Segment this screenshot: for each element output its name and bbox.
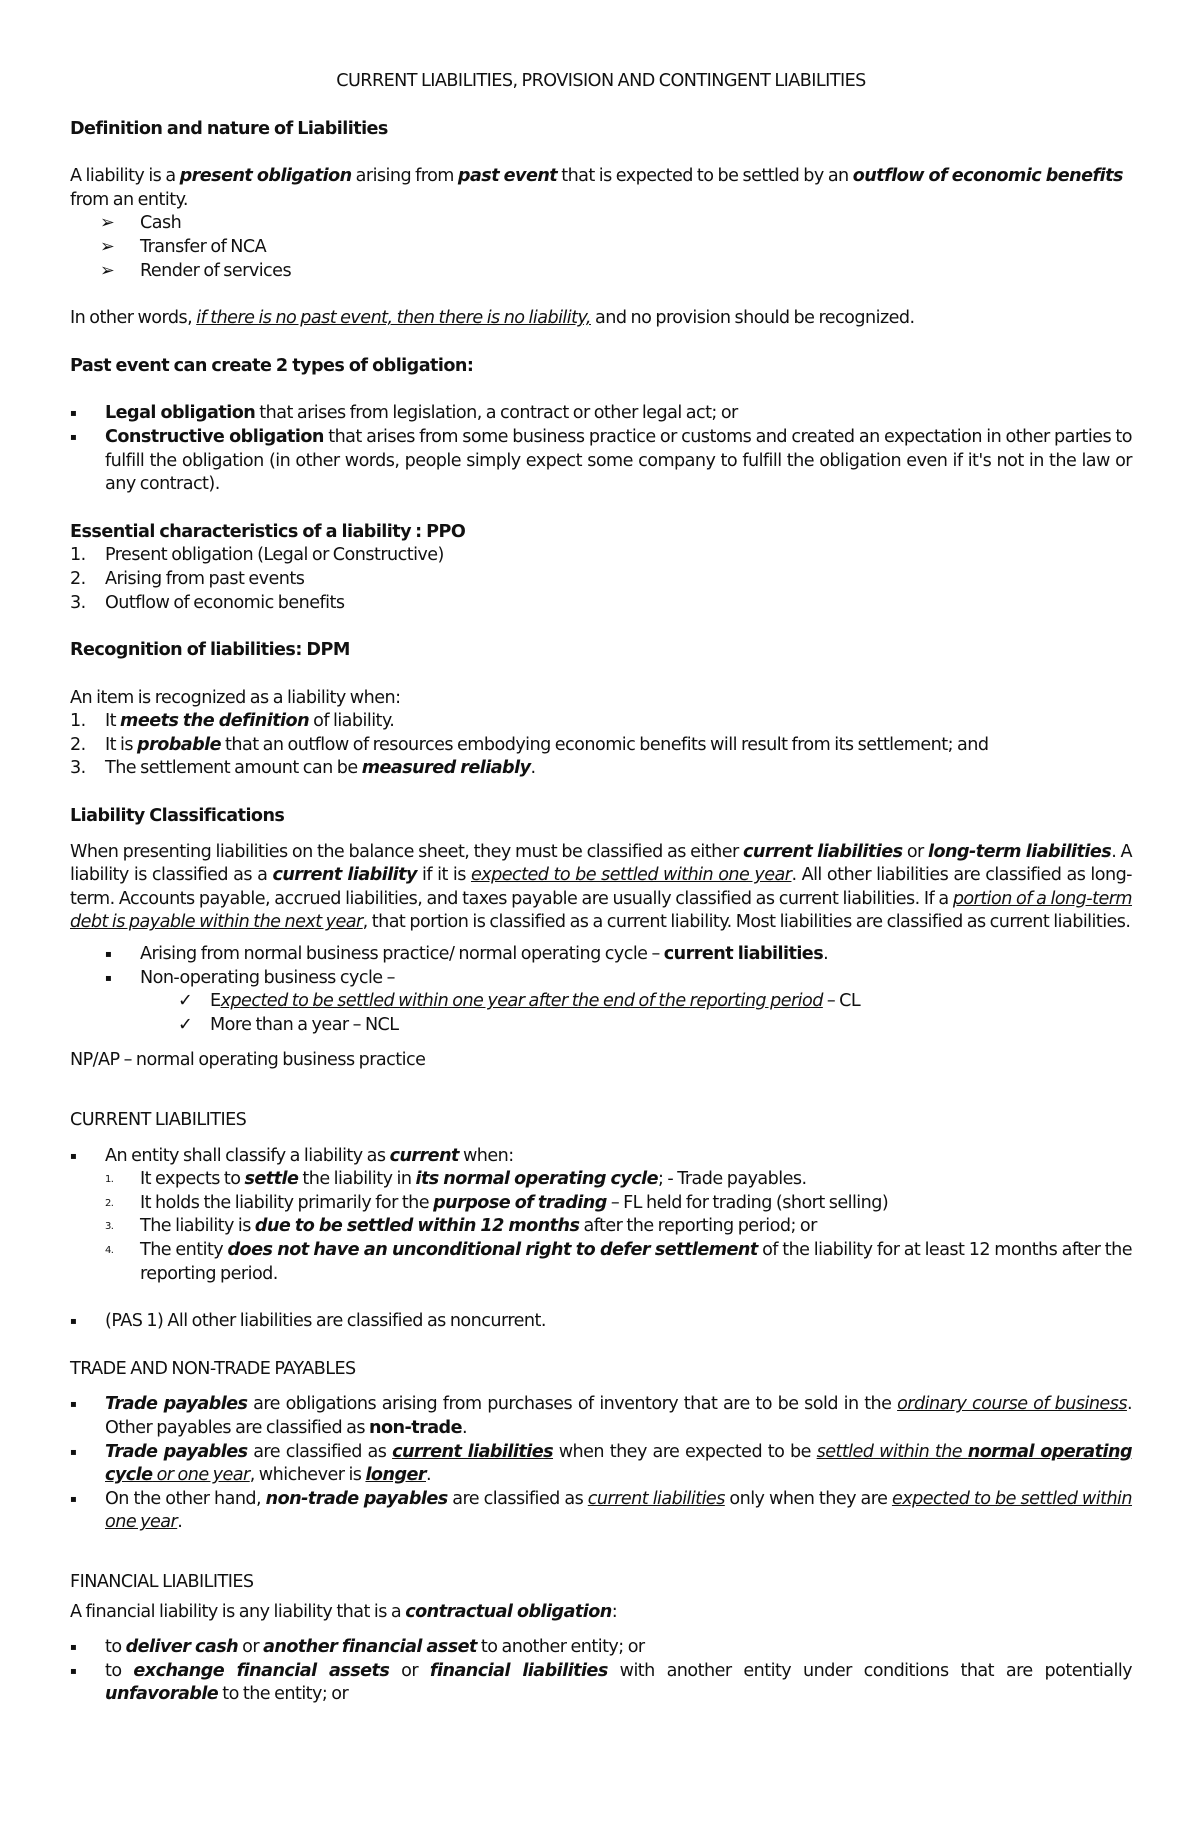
current-liabilities-heading: CURRENT LIABILITIES [70,1110,247,1130]
list-item: ✓ Expected to be settled within one year after the end of the reporting period – CL [70,990,1132,1014]
obligation-types-list [70,402,1132,496]
non-operating-list [70,990,1132,1037]
list-item: 1. It expects to settle the liability in its normal operating cycle; - Trade payables. [105,1169,807,1190]
square-bullet-icon: ▪ [70,1150,77,1162]
characteristics-heading: Essential characteristics of a liability : PPO [70,521,466,542]
list-item: 3. The liability is due to be settled within 12 months after the reporting period; or [105,1216,817,1237]
square-bullet-icon: ▪ [70,1446,77,1458]
check-icon: ✓ [178,991,193,1012]
classifications-paragraph: When presenting liabilities on the balance sheet, they must be classified as either current liabilities or long-term liabilities. A liability is classified as a current liability if it is expected to be settled within one year. All other liabilities are classified as long-term. Accounts payable, accrued liabilities, and taxes payable are usually classified as current liabilities. If a portion of a long-term debt is payable within the next year, that portion is classified as a current liability. Most liabilities are classified as current liabilities. [70,841,1132,933]
characteristics-list [70,544,1132,615]
classifications-heading: Liability Classifications [70,806,285,827]
list-item: 1. It meets the definition of liability. [70,711,395,732]
np-ap-note: NP/AP – normal operating business practice [70,1050,426,1071]
current-criteria-numbered [105,1168,1132,1286]
document-title: CURRENT LIABILITIES, PROVISION AND CONTINGENT LIABILITIES [336,71,866,91]
list-item: ➢ Render of services [70,260,1132,284]
square-bullet-icon: ▪ [105,972,112,984]
square-bullet-icon: ▪ [70,1316,77,1328]
recognition-heading: Recognition of liabilities: DPM [70,640,350,661]
current-criteria-list [70,1145,1132,1287]
trade-payables-list [70,1393,1132,1535]
financial-liabilities-heading: FINANCIAL LIABILITIES [70,1571,254,1592]
arrow-bullet-icon: ➢ [100,236,115,257]
list-item: ✓ More than a year – NCL [70,1014,1132,1038]
financial-list [70,1636,1132,1707]
arrow-bullet-icon: ➢ [100,213,115,234]
check-icon: ✓ [178,1014,193,1035]
list-item: ▪ Non-operating business cycle – [70,967,1132,991]
list-item: 3. Outflow of economic benefits [70,592,345,613]
outflow-types-list [70,212,1132,283]
recognition-intro: An item is recognized as a liability when: [70,687,401,708]
square-bullet-icon: ▪ [70,1399,77,1411]
list-item: 1. Present obligation (Legal or Constructive) [70,545,444,566]
square-bullet-icon: ▪ [70,408,77,420]
definition-heading: Definition and nature of Liabilities [70,118,388,139]
square-bullet-icon: ▪ [105,949,112,961]
financial-intro: A financial liability is any liability that is a contractual obligation: [70,1601,618,1622]
square-bullet-icon: ▪ [70,1642,77,1654]
list-item: ▪ Trade payables are obligations arising from purchases of inventory that are to be sold in the ordinary course of business. Other payables are classified as non-trade. [70,1394,1132,1438]
square-bullet-icon: ▪ [70,1665,77,1677]
list-item: 4. The entity does not have an unconditional right to defer settlement of the liability for at least 12 months after the reporting period. [105,1239,1132,1284]
list-item: ➢ Cash [70,212,1132,236]
square-bullet-icon: ▪ [70,431,77,443]
list-item: 2. It holds the liability primarily for the purpose of trading – FL held for trading (short selling) [105,1192,889,1213]
list-item: ▪ Legal obligation that arises from legislation, a contract or other legal act; or [70,402,1132,426]
recognition-list [70,710,1132,781]
list-item: 2. It is probable that an outflow of resources embodying economic benefits will result from its settlement; and [70,734,989,755]
list-item: 2. Arising from past events [70,568,305,589]
definition-paragraph: A liability is a present obligation arising from past event that is expected to be settled by an outflow of economic benefits from an entity. [70,166,1123,210]
trade-payables-heading: TRADE AND NON-TRADE PAYABLES [70,1358,356,1379]
list-item: ▪ On the other hand, non-trade payables are classified as current liabilities only when they are expected to be settled within one year. [70,1488,1132,1533]
list-item: ▪ to deliver cash or another financial asset to another entity; or [70,1636,1132,1660]
square-bullet-icon: ▪ [70,1493,77,1505]
cycle-list [70,943,1132,990]
list-item: ▪ Arising from normal business practice/ normal operating cycle – current liabilities. [70,943,1132,967]
list-item: 3. The settlement amount can be measured reliably. [70,758,536,779]
past-event-heading: Past event can create 2 types of obligation: [70,355,474,376]
list-item: ▪ (PAS 1) All other liabilities are classified as noncurrent. [70,1310,1132,1334]
list-item: ▪ An entity shall classify a liability as current when: 1. It expects to settle the liability in its normal operating cycle; - Trade payables. 2. It holds the liability primarily for the purpose of trading – FL held for trading (short selling) 3. The liability is due to be settled within 12 months after the reporting period; or 4. The entity does not have an unconditional right to defer settlement of the liability for at least 12 months after the reporting period. [70,1145,1132,1287]
list-item: ➢ Transfer of NCA [70,236,1132,260]
noncurrent-list [70,1310,1132,1334]
list-item: ▪ Trade payables are classified as current liabilities when they are expected to be settled within the normal operating cycle or one year, whichever is longer. [70,1441,1132,1486]
arrow-bullet-icon: ➢ [100,260,115,281]
no-past-event-paragraph: In other words, if there is no past event, then there is no liability, and no provision should be recognized. [70,308,915,329]
list-item: ▪ to exchange financial assets or financial liabilities with another entity under conditions that are potentially unfavorable to the entity; or [70,1660,1133,1705]
list-item: ▪ Constructive obligation that arises from some business practice or customs and created an expectation in other parties to fulfill the obligation (in other words, people simply expect some company to fulfill the obligation even if it's not in the law or any contract). [70,426,1132,495]
